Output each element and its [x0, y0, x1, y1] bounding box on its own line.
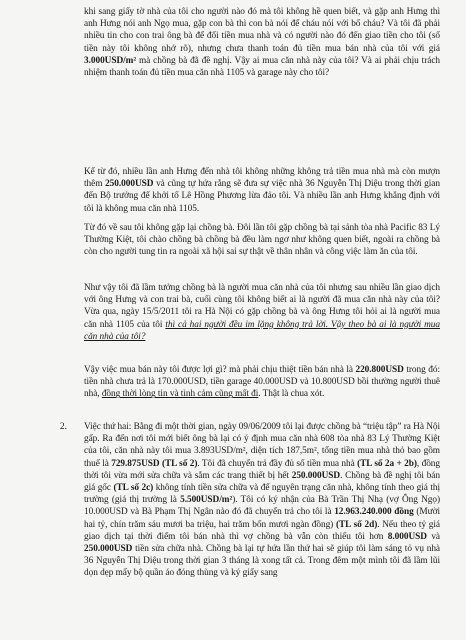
paragraph-1 — [84, 6, 440, 79]
text-run: . Tôi đã chuyển trả đầy đủ số tiền mua nhà — [197, 458, 358, 469]
text-run: 12.963.240.000 đồng — [334, 507, 414, 518]
paragraph-4 — [84, 282, 440, 343]
text-run: . Chồng bà đề nghị tôi bán giá gốc — [84, 470, 440, 494]
text-run: (TL số 2d) — [335, 519, 378, 530]
text-run: Vậy việc mua bán này tôi được lợi gì? mà phải chịu thiệt tiền bán nhà là — [84, 365, 356, 375]
text-run: tiền sửa chữa nhà. Chồng bà lại tự hứa lần thứ hai sẽ giúp tôi làm sáng tỏ vụ nhà 36 Nguyễn Thị Diệu trong thời gian 3 tháng là xong tất cả. Trong đêm một mình tôi đã lầm lũi dọn dẹp mấy bộ quần áo đóng thùng và ký giấy sang — [84, 544, 440, 579]
text-run: Như vậy tôi đã lầm tưởng chồng bà là người mua căn nhà của tôi nhưng sau nhiều lần giao dịch với ông Hưng và con trai bà, cuối cùng tôi không biết ai là người đã mua căn nhà này của tôi? Vừa qua, ngày 15/5/2011 tôi ra Hà Nội có gặp chồng bà và ông Hưng tôi hỏi ai là người mua căn nhà 1105 của tôi — [84, 283, 440, 330]
text-run: Kể từ đó, nhiều lần anh Hưng đến nhà tôi không những không trả tiền mua nhà mà còn mượn thêm — [84, 167, 440, 190]
list-number: 2. — [60, 422, 67, 432]
text-run: 5.500USD/m² — [180, 495, 233, 506]
text-run: . Thật là chua xót. — [258, 389, 325, 400]
paragraph-5 — [84, 364, 440, 401]
text-run: 220.800USD — [355, 365, 404, 375]
text-run: ). Tôi có ký nhận của Bà Trần Thị Nhạ (vợ Ông Ngọ) 10.000USD và Bà Phạm Thị Ngân nào đó đã chuyển trả cho tôi là — [84, 495, 440, 518]
text-run: 3.000USD/m² — [84, 55, 137, 66]
text-run: (TL số 2c) — [113, 483, 154, 494]
text-run: 250.000USD — [105, 179, 154, 190]
text-run: 8.000USD — [387, 531, 427, 542]
text-run: 250.000USD — [291, 470, 341, 481]
text-run: không tính tiền sửa chữa và để nguyên trạng căn nhà, không tính theo giá thị trường (giá thị trường là — [84, 483, 441, 506]
text-run: và — [426, 531, 441, 542]
text-run: Việc thứ hai: Bằng đi một thời gian, ngày 09/06/2009 tôi lại được chồng bà “triệu tập” ra Hà Nội gấp. Ra đến nơi tôi mới biết ông bà lại có ý định mua căn nhà 608 tòa nhà 83 Lý Thường Kiệt của tôi, căn nhà này tôi mua 3.893USD/m², diện tích 187,5m², tổng tiền mua nhà thỏ bao gồm thuế là — [84, 422, 440, 469]
text-run: 250.000USD — [84, 544, 133, 555]
paragraph-2 — [84, 166, 440, 215]
text-run: trong đó: tiền nhà chưa trả là 170.000USD, tiền garage 40.000USD và 10.800USD bồi thường người thuê nhà, — [84, 365, 440, 400]
text-run: mà chồng bà đã đề nghị. Vậy ai mua căn nhà này của tôi? Và ai phải chịu trách nhiệm thanh toán đủ tiền mua căn nhà 1105 và garage này cho tôi? — [84, 55, 440, 79]
text-run: (TL số 2a + 2b) — [357, 458, 417, 469]
text-run: , đồng thời tôi vừa mới sửa chữa và sắm các trang thiết bị hết — [84, 458, 440, 481]
paragraph-3 — [84, 222, 440, 259]
text-run: khi sang giấy tờ nhà của tôi cho người nào đó mà tôi không hề quen biết, và gặp anh Hưng thì anh Hưng nói anh Ngọ mua, gặp con bà thì con bà nói để cháu nói với bố cháu? Và tôi đã phải nhiều tin cho con trai ông bà để đổi tiền mua nhà và có người nào đó đến giao tiền cho tôi (số tiền này tôi không nhớ rõ), nhưng chưa thanh toán đủ tiền mua bán nhà của tôi với giá — [84, 7, 440, 54]
list-item-body — [84, 421, 440, 580]
text-run: 729.875USD (TL số 2) — [111, 458, 198, 469]
text-run: . Nếu theo tỷ giá giao dịch tại thời điểm tôi bán nhà thì vợ chồng bà vẫn còn thiếu tôi hơn — [84, 519, 440, 542]
text-run: thì cả hai người đều im lặng không trả lời. Vậy theo bà ai là người mua căn nhà của tôi? — [84, 319, 440, 342]
text-run: (Mười hai tỷ, chín trăm sáu mươi ba triệu, hai trăm bốn mươi ngàn đồng) — [84, 507, 440, 530]
text-run: Từ đó về sau tôi không gặp lại chồng bà. Đôi lần tôi gặp chồng bà tại sảnh tòa nhà Pacific 83 Lý Thường Kiệt, tôi chào chồng bà chồng bà đều làm ngơ như không quen biết, ngoài ra chồng bà còn cho người tung tin ra ngoài xã hội sai sự thật về thân nhân và công việc làm ăn của tôi. — [84, 223, 440, 258]
text-run: đồng thời lòng tin và tình cảm cũng mất đi — [101, 389, 259, 400]
text-run: và cũng tự hứa rằng sẽ đưa sự việc nhà 36 Nguyễn Thị Diệu trong thời gian đến Bộ trưởng để khởi tố Lê Hồng Phương lừa đảo tôi. Và nhiều lần anh Hưng khẳng định với tôi là không mua căn nhà 1105. — [84, 179, 440, 214]
